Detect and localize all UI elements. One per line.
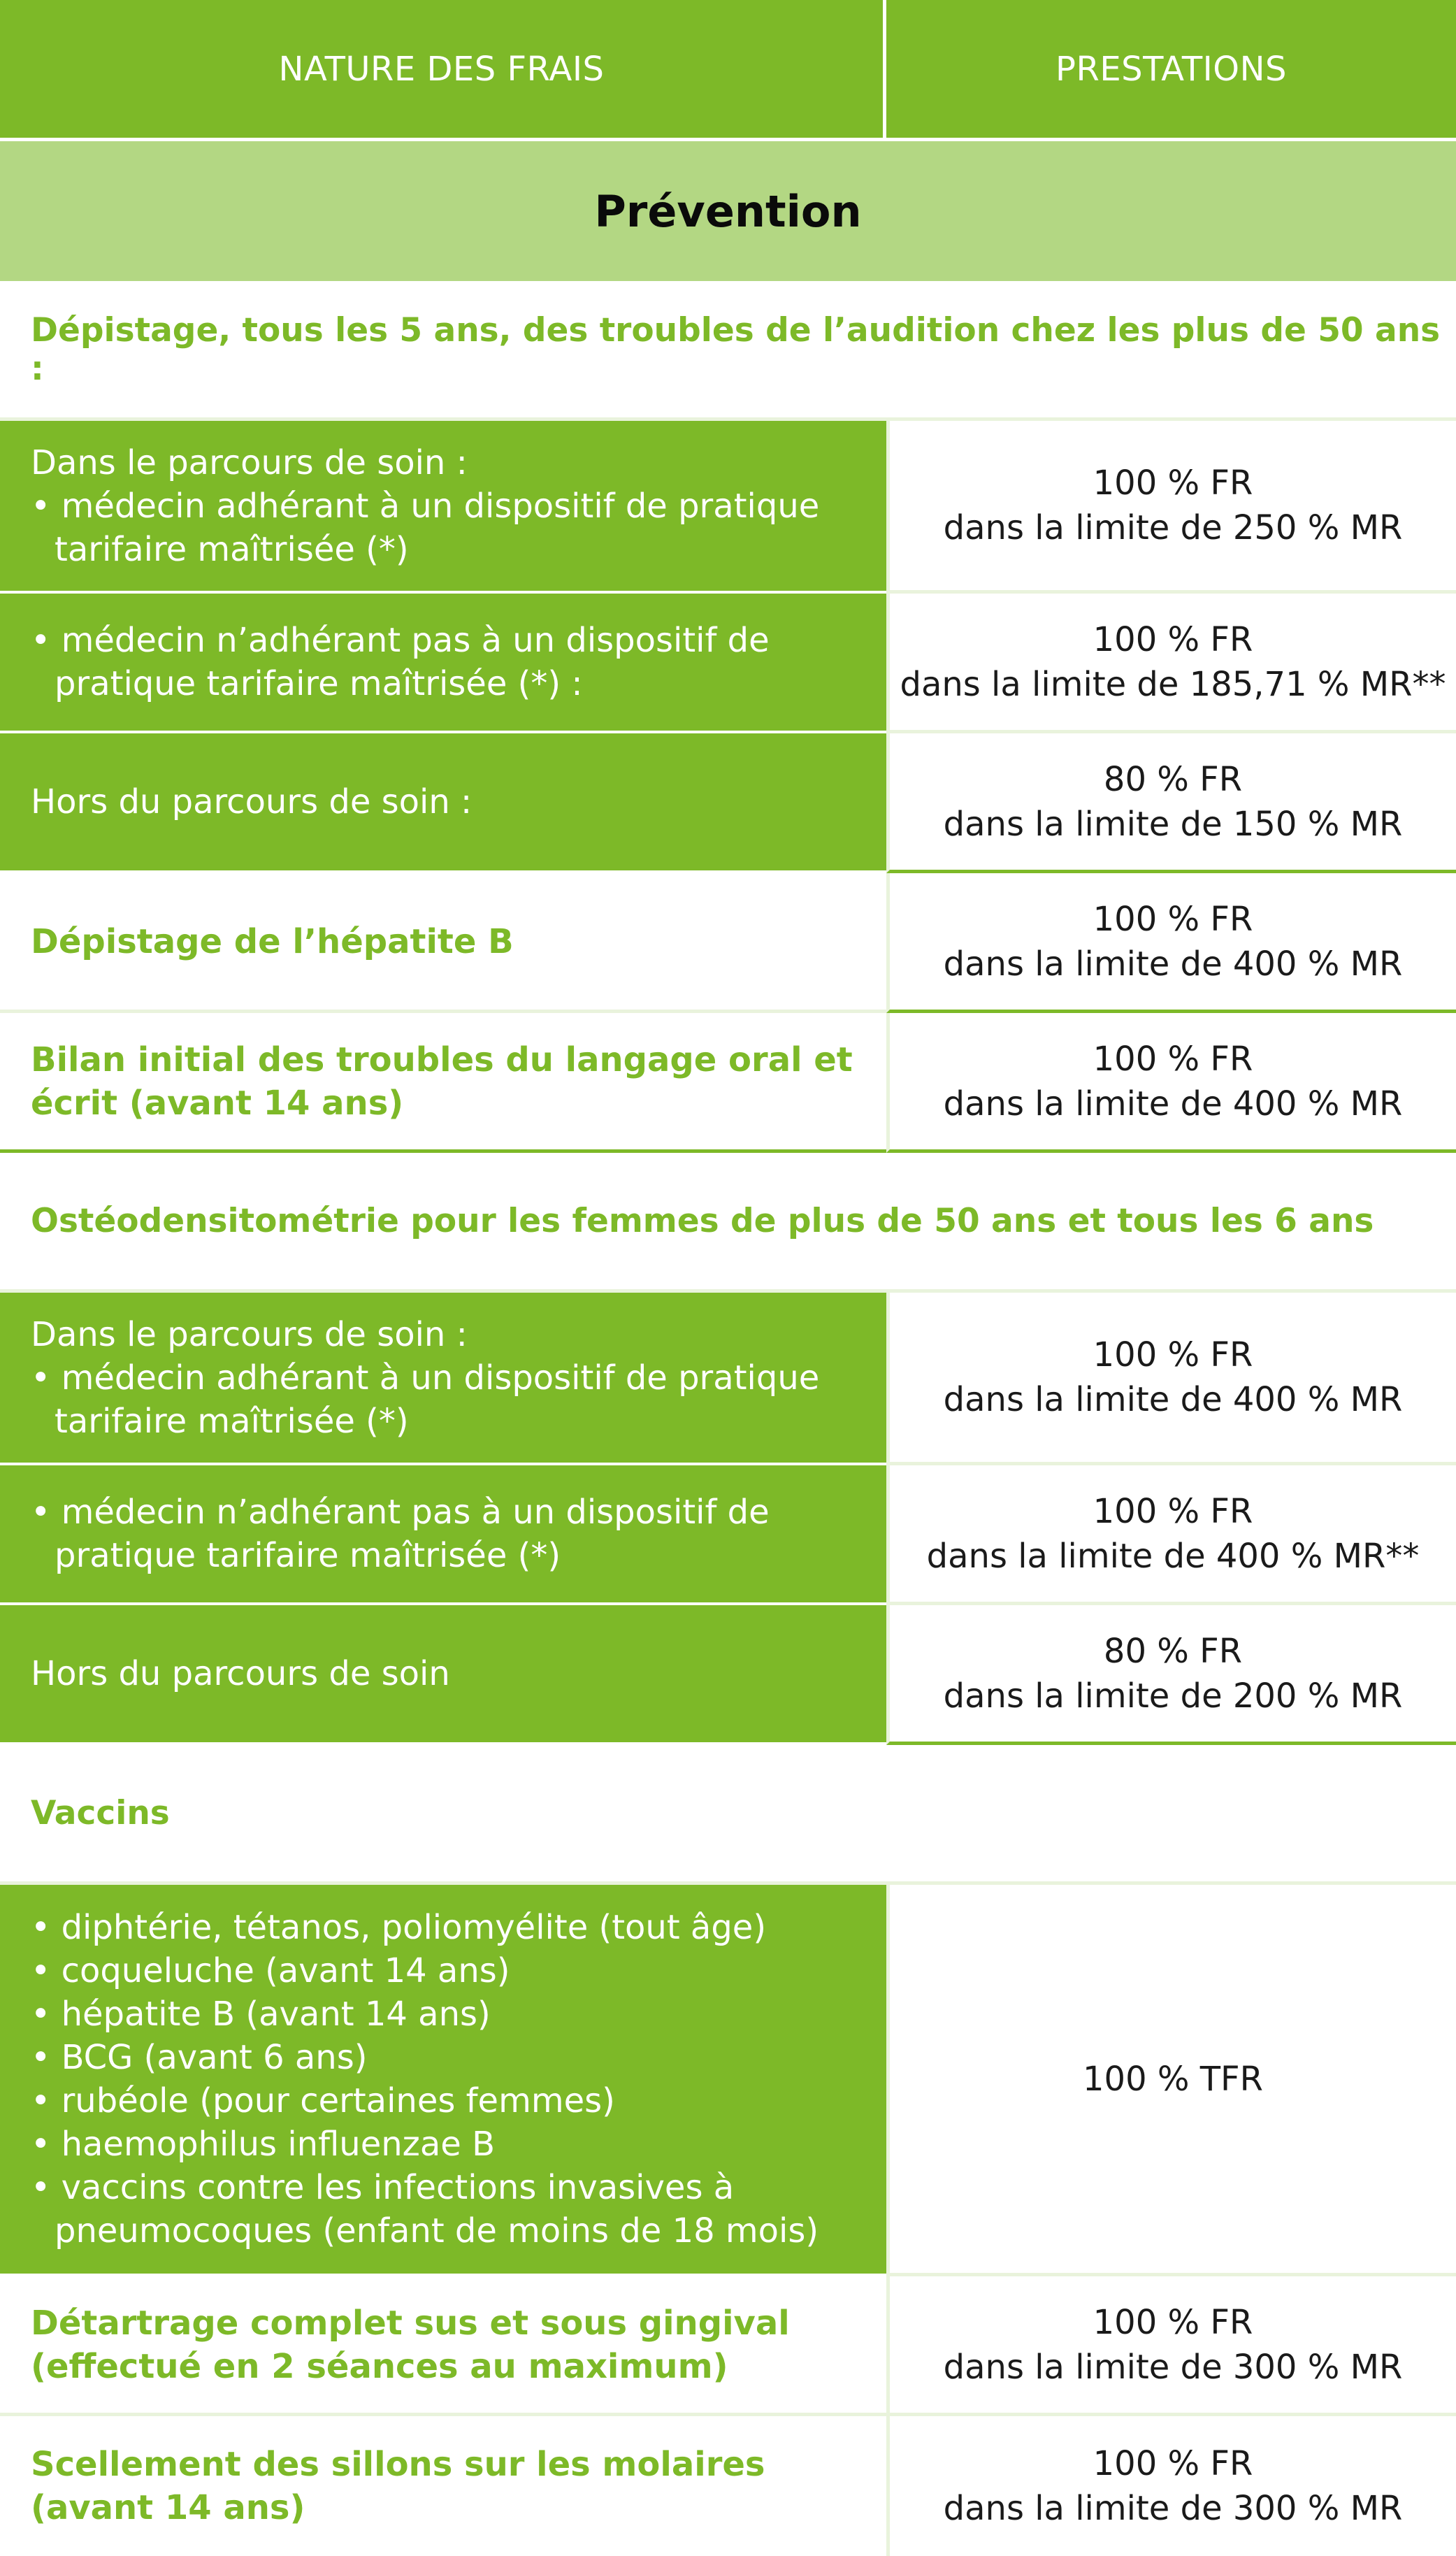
row-value <box>886 1465 1456 1605</box>
category-band-prevention: Prévention <box>0 141 1456 281</box>
label-line: Détartrage complet sus et sous gingival <box>31 2303 790 2343</box>
row-label <box>0 1885 886 2276</box>
value-line: dans la limite de 250 % MR <box>943 508 1403 547</box>
value-line: dans la limite de 300 % MR <box>943 2347 1403 2387</box>
label-line: Dépistage de l’hépatite B <box>31 921 514 961</box>
label-line: Hors du parcours de soin : <box>31 782 473 821</box>
row-value <box>886 2276 1456 2416</box>
label-line: tarifaire maîtrisée (*) <box>55 529 409 569</box>
label-line: • médecin n’adhérant pas à un dispositif de <box>31 1493 770 1532</box>
value-line: dans la limite de 150 % MR <box>943 804 1403 844</box>
value-line: 100 % FR <box>1093 2302 1253 2342</box>
row-label <box>0 2276 886 2416</box>
value-line: 100 % FR <box>1093 1039 1253 1079</box>
value-line: dans la limite de 400 % MR <box>943 944 1403 984</box>
value-line: 100 % FR <box>1093 1491 1253 1531</box>
value-line: dans la limite de 400 % MR <box>943 1084 1403 1123</box>
label-line: (effectué en 2 séances au maximum) <box>31 2346 728 2386</box>
row-value <box>886 1885 1456 2276</box>
section-vaccins: Vaccins <box>0 1745 1456 1885</box>
label-line: (avant 14 ans) <box>31 2488 305 2527</box>
label-line: Dans le parcours de soin : <box>31 1314 468 1354</box>
label-line: • BCG (avant 6 ans) <box>31 2038 368 2077</box>
label-line: Dans le parcours de soin : <box>31 443 468 482</box>
value-line: 100 % FR <box>1093 899 1253 939</box>
label-line: écrit (avant 14 ans) <box>31 1083 404 1123</box>
value-line: 100 % TFR <box>1082 2059 1264 2099</box>
row-value <box>886 1605 1456 1745</box>
row-value <box>886 733 1456 873</box>
row-label <box>0 873 886 1013</box>
label-line: pneumocoques (enfant de moins de 18 mois) <box>55 2211 819 2250</box>
value-line: dans la limite de 400 % MR <box>943 1380 1403 1419</box>
row-value <box>886 1293 1456 1465</box>
value-line: 100 % FR <box>1093 464 1253 503</box>
label-line: Hors du parcours de soin <box>31 1654 450 1693</box>
label-line: Bilan initial des troubles du langage oral et <box>31 1040 853 1079</box>
row-label <box>0 594 886 733</box>
value-line: dans la limite de 400 % MR** <box>926 1536 1420 1576</box>
label-line: pratique tarifaire maîtrisée (*) : <box>55 664 583 703</box>
column-header-prestations: PRESTATIONS <box>886 0 1456 141</box>
value-line: 80 % FR <box>1103 759 1243 799</box>
label-line: tarifaire maîtrisée (*) <box>55 1401 409 1441</box>
label-line: • vaccins contre les infections invasives à <box>31 2168 735 2207</box>
section-audition: Dépistage, tous les 5 ans, des troubles de l’audition chez les plus de 50 ans : <box>0 281 1456 421</box>
row-label <box>0 1605 886 1745</box>
label-line: pratique tarifaire maîtrisée (*) <box>55 1536 561 1575</box>
value-line: dans la limite de 185,71 % MR** <box>900 664 1446 704</box>
value-line: 100 % FR <box>1093 1335 1253 1374</box>
row-label <box>0 2416 886 2556</box>
value-line: 100 % FR <box>1093 619 1253 659</box>
row-value <box>886 2416 1456 2556</box>
row-label <box>0 1293 886 1465</box>
label-line: • rubéole (pour certaines femmes) <box>31 2081 615 2120</box>
row-label <box>0 1465 886 1605</box>
label-line: • médecin n’adhérant pas à un dispositif de <box>31 621 770 660</box>
value-line: 100 % FR <box>1093 2444 1253 2483</box>
row-label <box>0 733 886 873</box>
row-label <box>0 421 886 594</box>
value-line: 80 % FR <box>1103 1631 1243 1671</box>
row-value <box>886 873 1456 1013</box>
label-line: • médecin adhérant à un dispositif de pratique <box>31 1358 820 1398</box>
row-label <box>0 1013 886 1153</box>
column-header-nature: NATURE DES FRAIS <box>0 0 886 141</box>
row-value <box>886 594 1456 733</box>
row-value <box>886 421 1456 594</box>
label-line: Scellement des sillons sur les molaires <box>31 2445 765 2484</box>
label-line: • coqueluche (avant 14 ans) <box>31 1951 510 1990</box>
row-value <box>886 1013 1456 1153</box>
label-line: • haemophilus influenzae B <box>31 2125 496 2164</box>
label-line: • médecin adhérant à un dispositif de pratique <box>31 486 820 526</box>
label-line: • hépatite B (avant 14 ans) <box>31 1995 491 2034</box>
value-line: dans la limite de 300 % MR <box>943 2489 1403 2528</box>
section-osteodensitometrie: Ostéodensitométrie pour les femmes de plus de 50 ans et tous les 6 ans <box>0 1153 1456 1293</box>
value-line: dans la limite de 200 % MR <box>943 1676 1403 1716</box>
label-line: • diphtérie, tétanos, poliomyélite (tout âge) <box>31 1908 767 1947</box>
